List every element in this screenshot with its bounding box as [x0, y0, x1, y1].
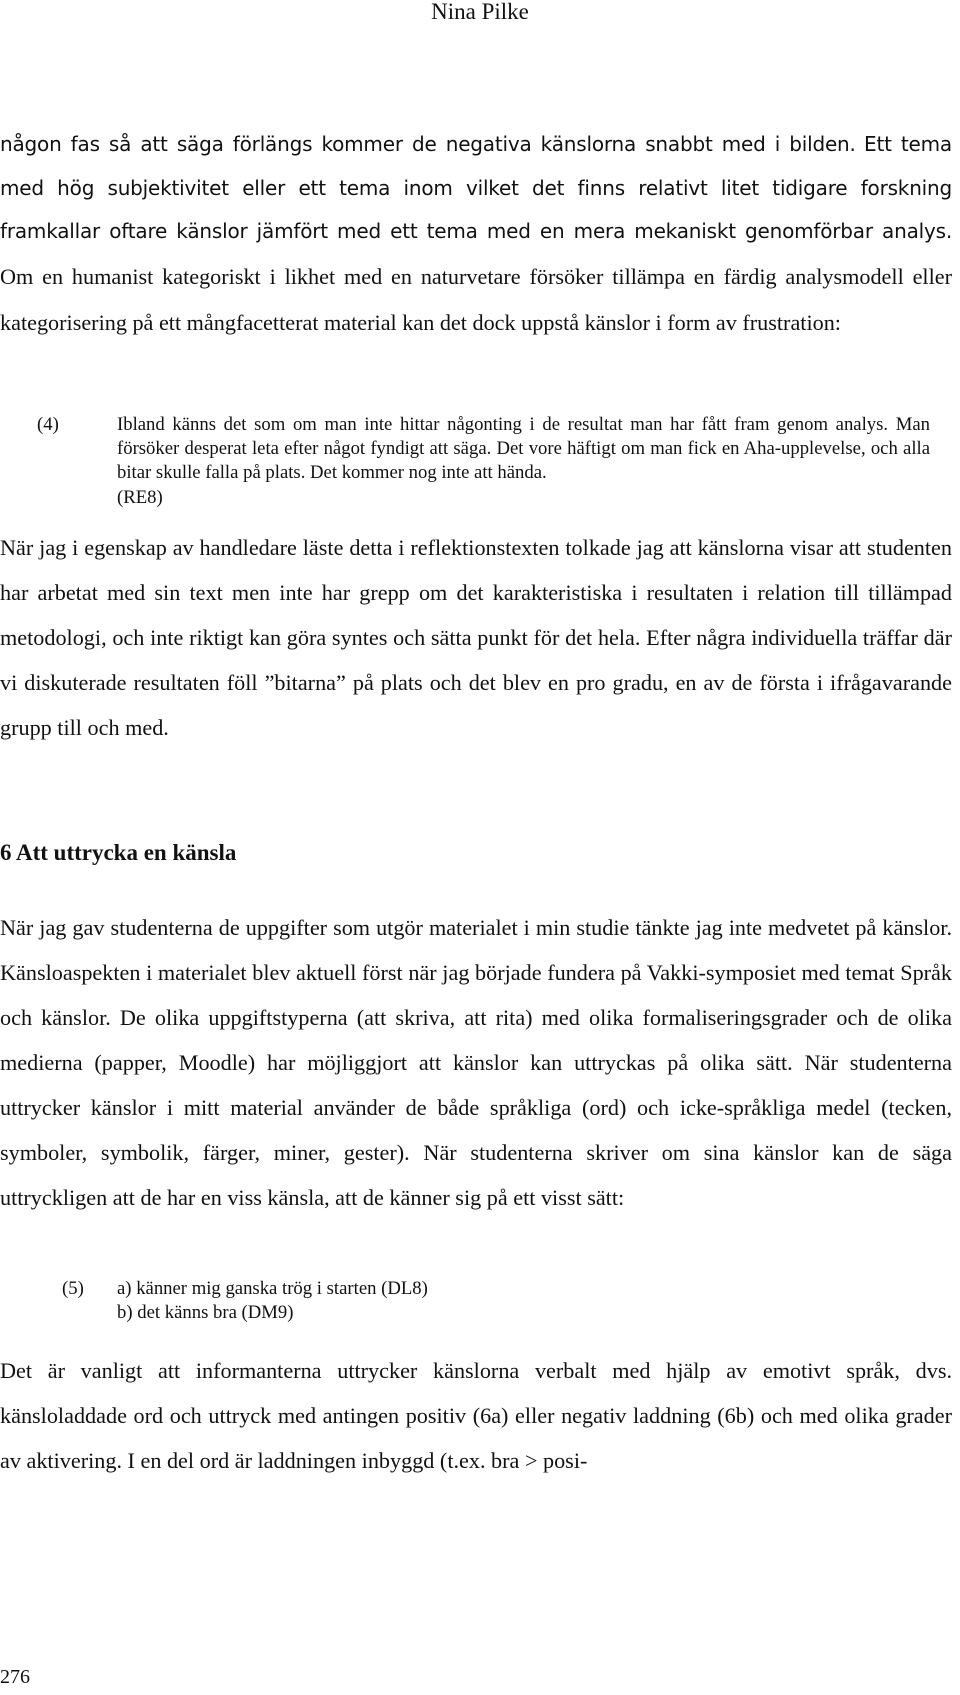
- example-4: [37, 413, 930, 510]
- example-number: (4): [37, 414, 59, 435]
- paragraph-supervisor: [0, 525, 952, 750]
- example-line: b) det känns bra (DM9): [117, 1302, 294, 1324]
- example-5: [62, 1277, 862, 1325]
- paragraph-sentence: Om en humanist kategoriskt i likhet med en naturvetare försöker tillämpa en färdig analysmodell eller kategorisering på ett mångfacetterat material kan det dock uppstå känslor i form av frustration:: [0, 264, 952, 335]
- paragraph-text: När jag gav studenterna de uppgifter som utgör materialet i min studie tänkte jag inte medvetet på känslor. Känsloaspekten i materialet blev aktuell först när jag började fundera på Vakki-symposiet med temat Språk och känslor. De olika uppgiftstyperna (att skriva, att rita) med olika formaliseringsgrader och de olika medierna (papper, Moodle) har möjliggjort att känslor kan uttryckas på olika sätt. När studenterna uttrycker känslor i mitt material använder de både språkliga (ord) och icke-språkliga medel (tecken, symboler, symbolik, färger, miner, gester). När studenterna skriver om sina känslor kan de säga uttryckligen att de har en viss känsla, att de känner sig på ett visst sätt:: [0, 915, 952, 1210]
- paragraph-sentence: någon fas så att säga förlängs kommer de negativa känslorna snabbt med i bilden.: [0, 132, 856, 156]
- example-source: (RE8): [117, 486, 163, 508]
- example-line: a) känner mig ganska trög i starten (DL8): [117, 1278, 428, 1299]
- paragraph-text: När jag i egenskap av handledare läste detta i reflektionstexten tolkade jag att känslorna visar att studenten har arbetat med sin text men inte har grepp om det karakteristiska i resultaten i relation till tillämpad metodologi, och inte riktigt kan göra syntes och sätta punkt för det hela. Efter några individuella träffar där vi diskuterade resultaten föll ”bitarna” på plats och det blev en pro gradu, en av de första i ifrågavarande grupp till och med.: [0, 535, 952, 740]
- paragraph-text: [0, 123, 952, 346]
- example-number: (5): [62, 1278, 84, 1299]
- paragraph-emotive-language: [0, 1348, 952, 1483]
- example-quote: [117, 413, 930, 510]
- running-header: Nina Pilke: [431, 0, 529, 24]
- paragraph-frustration: [0, 123, 952, 346]
- example-quote-text: Ibland känns det som om man inte hittar någonting i de resultat man har fått fram genom analys. Man försöker desperat leta efter något fyndigt att säga. Det vore häftigt om man fick en Aha-upplevelse, och alla bitar skulle falla på plats. Det kommer nog inte att hända.: [117, 414, 930, 484]
- page-number: 276: [0, 1666, 30, 1688]
- paragraph-text: Det är vanligt att informanterna uttrycker känslorna verbalt med hjälp av emotivt språk, dvs. känsloladdade ord och uttryck med antingen positiv (6a) eller negativ laddning (6b) och med olika grader av aktivering. I en del ord är laddningen inbyggd (t.ex. bra > posi-: [0, 1358, 952, 1473]
- example-lines: [117, 1277, 428, 1325]
- section-heading: 6 Att uttrycka en känsla: [0, 840, 237, 865]
- paragraph-emotions-material: [0, 905, 952, 1220]
- paragraph-sentence: Ett tema med hög subjektivitet eller ett tema inom vilket det finns relativt litet tidigare forskning framkallar oftare känslor jämfört med ett tema med en mera mekaniskt genomförbar analys.: [0, 132, 952, 244]
